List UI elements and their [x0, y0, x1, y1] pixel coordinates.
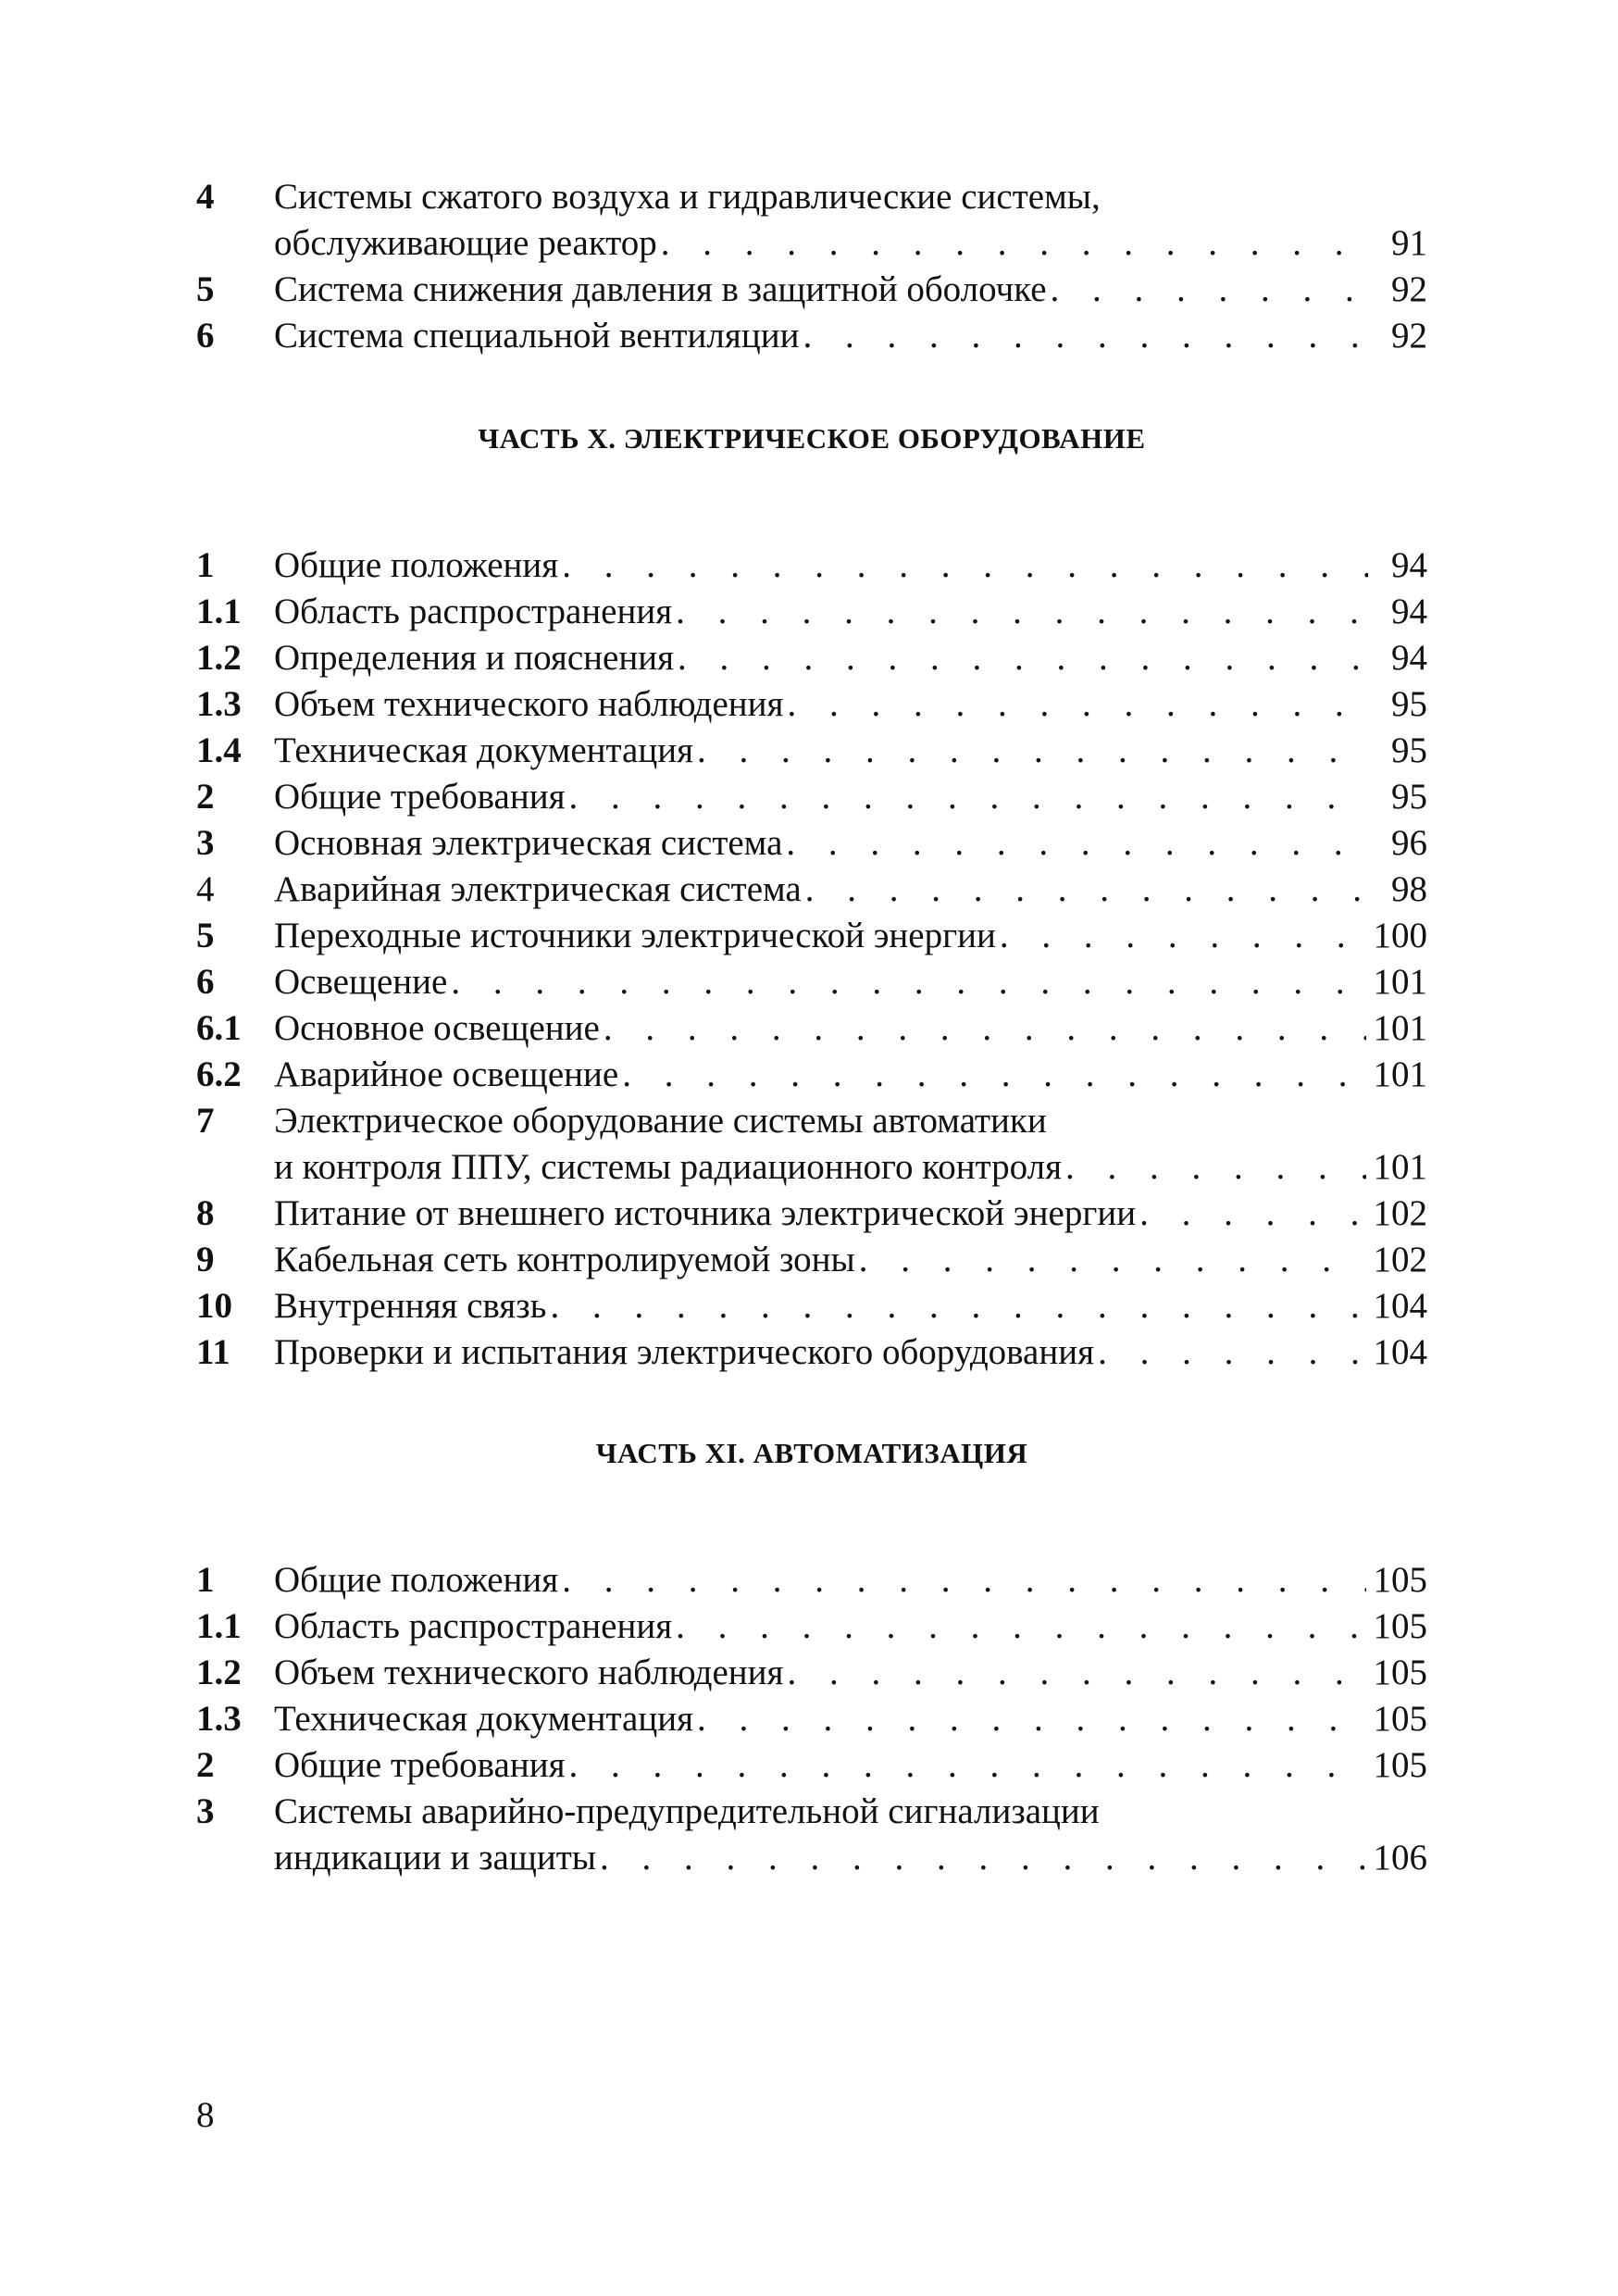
toc-dot-leader: [697, 1696, 1365, 1742]
toc-entry-number: 6.2: [196, 1054, 242, 1094]
toc-entry-number: 7: [196, 1101, 215, 1141]
toc-dot-leader: [1139, 1191, 1365, 1237]
toc-entry-title: Проверки и испытания электрического оборудования: [274, 1329, 1098, 1376]
toc-entry-title: Аварийная электрическая система: [274, 867, 805, 913]
toc-entry: [196, 1098, 1427, 1144]
toc-entry: [196, 1283, 1427, 1329]
section-heading-part-11: ЧАСТЬ XI. АВТОМАТИЗАЦИЯ: [595, 1437, 1028, 1469]
toc-entry-page: 104: [1373, 1332, 1427, 1372]
toc-dot-leader: [451, 959, 1365, 1005]
toc-dot-leader: [805, 867, 1368, 913]
toc-entry-title: Аварийное освещение: [274, 1052, 622, 1098]
toc-dot-leader: [803, 313, 1368, 359]
toc-dot-leader: [550, 1283, 1365, 1329]
toc-entry-page: 101: [1373, 962, 1427, 1002]
toc-dot-leader: [1098, 1329, 1365, 1376]
toc-entry-number: 8: [196, 1193, 215, 1233]
toc-entry-number: 1.1: [196, 592, 242, 631]
toc-entry: [196, 1789, 1427, 1835]
toc-block-part-10: [196, 543, 1427, 1376]
toc-entry-page: 95: [1391, 684, 1427, 724]
toc-entry: [196, 1696, 1427, 1742]
toc-entry-title: Техническая документация: [274, 1696, 697, 1742]
toc-entry-page: 101: [1373, 1008, 1427, 1048]
toc-entry-page: 105: [1373, 1699, 1427, 1739]
toc-entry: [196, 774, 1427, 820]
toc-entry-title: Определения и пояснения: [274, 635, 678, 681]
toc-entry: [196, 1603, 1427, 1650]
toc-dot-leader: [676, 1603, 1365, 1650]
toc-entry-number: 10: [196, 1286, 232, 1326]
toc-entry-title: Общие положения: [274, 543, 562, 589]
toc-entry-title: Область распространения: [274, 589, 676, 635]
toc-entry-title: Системы аварийно-предупредительной сигнализации: [274, 1789, 1103, 1835]
toc-entry-page: 101: [1373, 1147, 1427, 1187]
toc-entry-title: Объем технического наблюдения: [274, 1650, 787, 1696]
toc-entry-number: 1.2: [196, 638, 242, 678]
toc-entry: [196, 913, 1427, 959]
toc-entry-title: Переходные источники электрической энергии: [274, 913, 1000, 959]
toc-entry-number: 1.3: [196, 1699, 242, 1739]
toc-entry-title: Питание от внешнего источника электрической энергии: [274, 1191, 1139, 1237]
toc-entry-title: Системы сжатого воздуха и гидравлические системы,: [274, 174, 1104, 220]
toc-entry-page: 92: [1391, 269, 1427, 309]
toc-entry-number: 1.3: [196, 684, 242, 724]
toc-dot-leader: [562, 543, 1368, 589]
toc-entry-number: 11: [196, 1332, 230, 1372]
toc-entry-page: 100: [1373, 916, 1427, 955]
toc-entry-page: 102: [1373, 1240, 1427, 1279]
toc-entry-page: 91: [1391, 223, 1427, 263]
toc-entry: [196, 220, 1427, 267]
toc-entry-number: 2: [196, 777, 215, 817]
toc-entry: [196, 1329, 1427, 1376]
toc-entry-title: Электрическое оборудование системы автоматики: [274, 1098, 1051, 1144]
toc-entry-number: 6: [196, 962, 215, 1002]
toc-entry: [196, 728, 1427, 774]
toc-entry-title: обслуживающие реактор: [274, 220, 661, 267]
toc-entry-page: 94: [1391, 638, 1427, 678]
toc-dot-leader: [569, 1742, 1366, 1789]
toc-entry-page: 105: [1373, 1606, 1427, 1646]
toc-entry: [196, 1237, 1427, 1283]
toc-entry: [196, 267, 1427, 313]
toc-dot-leader: [562, 1557, 1365, 1603]
toc-dot-leader: [786, 820, 1368, 867]
toc-entry-page: 96: [1391, 823, 1427, 863]
toc-entry-number: 2: [196, 1745, 215, 1785]
toc-dot-leader: [1051, 267, 1368, 313]
toc-entry: [196, 589, 1427, 635]
toc-dot-leader: [661, 220, 1368, 267]
toc-entry: [196, 1650, 1427, 1696]
toc-entry: [196, 1835, 1427, 1881]
toc-entry-page: 106: [1373, 1838, 1427, 1878]
toc-entry-page: 101: [1373, 1054, 1427, 1094]
toc-block-continued: [196, 174, 1427, 359]
toc-entry-title: Техническая документация: [274, 728, 697, 774]
toc-dot-leader: [678, 635, 1368, 681]
toc-dot-leader: [569, 774, 1368, 820]
toc-dot-leader: [859, 1237, 1366, 1283]
toc-entry-page: 105: [1373, 1653, 1427, 1692]
toc-entry-title: Внутренняя связь: [274, 1283, 550, 1329]
toc-entry: [196, 543, 1427, 589]
toc-entry-page: 104: [1373, 1286, 1427, 1326]
page-number: 8: [196, 2095, 215, 2135]
toc-entry-title: Общие требования: [274, 774, 569, 820]
toc-entry-title: индикации и защиты: [274, 1835, 600, 1881]
toc-entry: [196, 313, 1427, 359]
toc-entry-number: 9: [196, 1240, 215, 1279]
toc-entry-page: 94: [1391, 545, 1427, 585]
toc-entry-title: Кабельная сеть контролируемой зоны: [274, 1237, 859, 1283]
toc-entry-number: 4: [196, 869, 215, 909]
toc-entry-number: 4: [196, 177, 215, 217]
toc-entry: [196, 959, 1427, 1005]
toc-entry: [196, 1191, 1427, 1237]
toc-entry-title: Освещение: [274, 959, 451, 1005]
toc-entry-number: 1.1: [196, 1606, 242, 1646]
toc-entry-number: 1.4: [196, 730, 242, 770]
toc-entry: [196, 174, 1427, 220]
toc-entry-page: 102: [1373, 1193, 1427, 1233]
toc-entry: [196, 1052, 1427, 1098]
toc-entry: [196, 820, 1427, 867]
toc-entry-title: Система снижения давления в защитной оболочке: [274, 267, 1051, 313]
toc-entry-number: 1: [196, 545, 215, 585]
toc-block-part-11: [196, 1557, 1427, 1881]
toc-entry-number: 5: [196, 916, 215, 955]
toc-entry-title: Общие положения: [274, 1557, 562, 1603]
toc-dot-leader: [1065, 1144, 1365, 1191]
toc-entry-number: 3: [196, 1791, 215, 1831]
toc-dot-leader: [600, 1835, 1366, 1881]
toc-entry-page: 95: [1391, 730, 1427, 770]
toc-entry-page: 95: [1391, 777, 1427, 817]
toc-dot-leader: [676, 589, 1368, 635]
toc-dot-leader: [787, 681, 1368, 728]
toc-entry: [196, 1005, 1427, 1052]
toc-dot-leader: [1000, 913, 1366, 959]
toc-entry-title: Основная электрическая система: [274, 820, 786, 867]
toc-entry-number: 1.2: [196, 1653, 242, 1692]
toc-entry-title: Область распространения: [274, 1603, 676, 1650]
toc-entry-page: 98: [1391, 869, 1427, 909]
toc-entry-title: и контроля ППУ, системы радиационного контроля: [274, 1144, 1065, 1191]
toc-entry-title: Основное освещение: [274, 1005, 604, 1052]
toc-dot-leader: [604, 1005, 1366, 1052]
toc-entry-number: 5: [196, 269, 215, 309]
toc-entry-title: Общие требования: [274, 1742, 569, 1789]
toc-entry: [196, 635, 1427, 681]
toc-entry: [196, 681, 1427, 728]
toc-entry-number: 6.1: [196, 1008, 242, 1048]
toc-entry: [196, 1557, 1427, 1603]
toc-dot-leader: [787, 1650, 1365, 1696]
toc-entry-number: 3: [196, 823, 215, 863]
toc-entry-number: 1: [196, 1560, 215, 1600]
toc-entry-title: Система специальной вентиляции: [274, 313, 803, 359]
toc-entry-page: 105: [1373, 1560, 1427, 1600]
section-heading-part-10: ЧАСТЬ X. ЭЛЕКТРИЧЕСКОЕ ОБОРУДОВАНИЕ: [478, 422, 1146, 455]
toc-dot-leader: [622, 1052, 1365, 1098]
toc-entry-title: Объем технического наблюдения: [274, 681, 787, 728]
toc-entry: [196, 867, 1427, 913]
toc-entry: [196, 1144, 1427, 1191]
toc-entry-page: 92: [1391, 316, 1427, 356]
toc-dot-leader: [697, 728, 1368, 774]
toc-entry: [196, 1742, 1427, 1789]
toc-entry-page: 105: [1373, 1745, 1427, 1785]
toc-entry-page: 94: [1391, 592, 1427, 631]
toc-entry-number: 6: [196, 316, 215, 356]
